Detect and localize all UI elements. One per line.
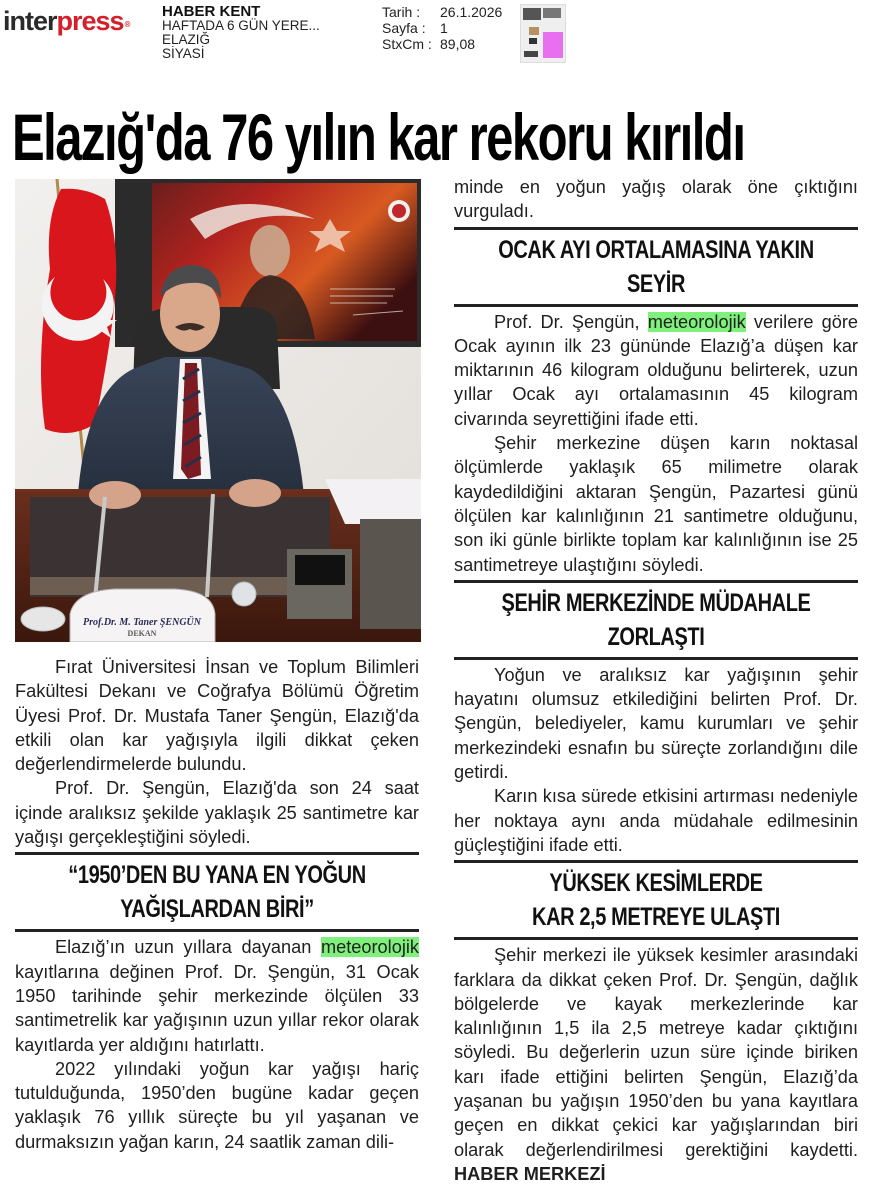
interpress-logo	[3, 6, 129, 36]
section-rule	[454, 937, 858, 940]
publication-category: SİYASİ	[162, 46, 205, 61]
paragraph-highlands-text: Şehir merkezi ile yüksek kesimler arasındaki farklara da dikkat çeken Prof. Dr. Şengün, dağlık bölgelerde ve kayak merkezlerinde kar kalınlığının 1,5 ila 2,5 metreye kadar çıktığını söyledi. Bu değerlerin uzun süre içinde biriken karı ifade ettiğini belirten Şengün, Elazığ’da yaşanan bu yağışın 1950’den bu yana kayıtlara geçen en dikkat çekici kar yağışlarından biri olarak değerlendirilmesi gerektiğini kaydetti.	[454, 945, 858, 1160]
paragraph-24h: Prof. Dr. Şengün, Elazığ'da son 24 saat içinde aralıksız şekilde yaklaşık 25 santimetre kar yağışı gerçekleştiğini söyledi.	[15, 778, 419, 848]
section-rule	[454, 580, 858, 583]
article-photo	[15, 179, 421, 642]
publication-city: ELAZIĞ	[162, 32, 211, 47]
page-thumbnail-icon[interactable]	[520, 4, 566, 63]
highlight-keyword: meteorolojik	[320, 937, 419, 958]
stxcm-label: StxCm :	[382, 36, 432, 52]
nameplate-line2: DEKAN	[127, 629, 157, 638]
subheading-1950-line1: “1950’DEN BU YANA EN YOĞUN	[68, 861, 366, 890]
highlight-keyword: meteorolojik	[647, 311, 746, 332]
paragraph-records-text: Elazığ’ın uzun yıllara dayanan	[55, 937, 321, 958]
paragraph-january-text: Prof. Dr. Şengün,	[494, 311, 648, 332]
subheading-1950-line2: YAĞIŞLARDAN BİRİ”	[120, 895, 314, 924]
subheading-mudahale-line1: ŞEHİR MERKEZİNDE MÜDAHALE	[501, 588, 811, 617]
paragraph-intro: Fırat Üniversitesi İnsan ve Toplum Bilimleri Fakültesi Dekanı ve Coğrafya Bölümü Öğretim Üyesi Prof. Dr. Mustafa Taner Şengün, Elazığ'da etkili olan kar yağışıyla ilgili dikkat çeken değerlendirmelerde bulundu.	[15, 657, 419, 775]
article-column-right	[454, 175, 858, 1186]
paragraph-2022: 2022 yılındaki yoğun kar yağışı hariç tutulduğunda, 1950’den bugüne kadar geçen yaklaşık 76 yıllık süreçte bu yıl yaşanan ve durmaksızın yağan karın, 24 saatlik zaman dili-	[15, 1058, 419, 1152]
date-value: 26.1.2026	[440, 4, 503, 20]
publication-name: HABER KENT	[162, 3, 261, 20]
page-value: 1	[440, 20, 448, 36]
subheading-yuksek-line2: KAR 2,5 METREYE ULAŞTI	[532, 903, 780, 932]
nameplate-line1: Prof.Dr. M. Taner ŞENGÜN	[83, 617, 201, 628]
clipping-header	[0, 0, 884, 68]
byline-signature: HABER MERKEZİ	[454, 1163, 606, 1184]
paragraph-measurements: Şehir merkezine düşen karın noktasal ölçümlerde yaklaşık 65 milimetre olarak kaydedildiğini aktaran Şengün, Pazartesi günü ölçülen kar kalınlığının 21 santimetre olduğunu, son iki günle birlikte toplam kar kalınlığının ise 25 santimetreye ulaştığını söyledi.	[454, 433, 858, 575]
paragraph-highlands	[454, 943, 858, 1186]
section-rule	[15, 852, 419, 855]
paragraph-january-text: verilere göre Ocak ayının ilk 23 gününde Elazığ’a düşen kar miktarının 46 kilogram olduğunu belirterek, uzun yıllar Ocak ayı ortalamasının 45 kilogram civarında seyrettiğini ifade etti.	[454, 311, 858, 429]
subheading-mudahale-line2: ZORLAŞTI	[607, 622, 705, 651]
section-rule	[454, 227, 858, 230]
subheading-ocak: OCAK AYI ORTALAMASINA YAKIN SEYİR	[498, 235, 814, 298]
paragraph-january	[454, 310, 858, 431]
publication-info	[162, 5, 320, 61]
paragraph-records	[15, 935, 419, 1056]
portrait-photo	[15, 179, 421, 642]
paragraph-intervention: Karın kısa sürede etkisini artırması nedeniyle her noktaya aynı anda müdahale edilmesinin güçleştiğini ifade etti.	[454, 786, 858, 855]
page-label: Sayfa :	[382, 20, 426, 36]
section-rule	[15, 929, 419, 932]
subheading-yuksek-line1: YÜKSEK KESİMLERDE	[549, 869, 763, 898]
paragraph-records-text: kayıtlarına değinen Prof. Dr. Şengün, 31 Ocak 1950 tarihinde şehir merkezinde ölçülen 33 santimetrelik kar yağışının uzun yıllar rekor olarak kayıtlarda yer aldığını hatırlattı.	[15, 961, 419, 1055]
date-label: Tarih :	[382, 4, 421, 20]
logo-text-inter: inter	[3, 6, 57, 36]
section-rule	[454, 304, 858, 307]
paragraph-city-life: Yoğun ve aralıksız kar yağışının şehir hayatını olumsuz etkilediğini belirten Prof. Dr. Şengün, belediyeler, kamu kurumları ve şehir merkezindeki esnafın bu süreçte zorlandığını dile getirdi.	[454, 664, 858, 783]
article-headline: Elazığ'da 76 yılın kar rekoru kırıldı	[12, 100, 745, 174]
paragraph-continuation: minde en yoğun yağış olarak öne çıktığını vurguladı.	[454, 177, 858, 222]
publication-frequency: HAFTADA 6 GÜN YERE...	[162, 18, 320, 33]
section-rule	[454, 657, 858, 660]
article-column-left	[15, 655, 419, 1154]
logo-text-press: press	[56, 6, 124, 36]
stxcm-value: 89,08	[440, 36, 476, 52]
section-rule	[454, 860, 858, 863]
registered-mark: ®	[124, 20, 130, 29]
clipping-meta	[382, 4, 502, 52]
